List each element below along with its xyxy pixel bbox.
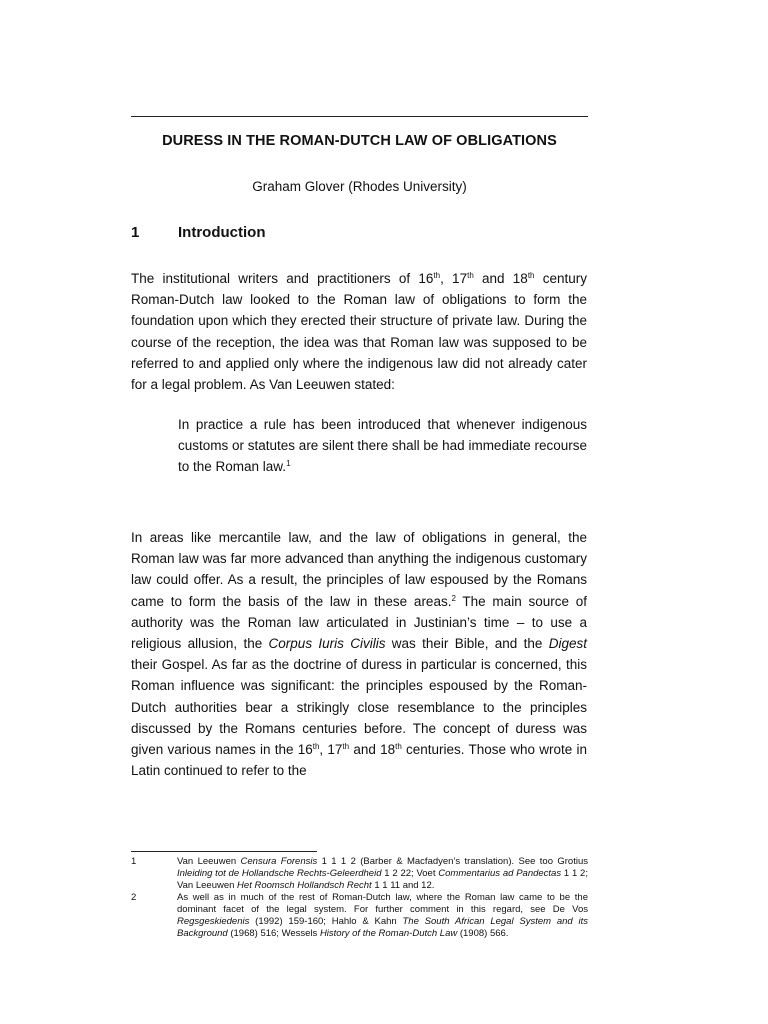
quote-text: In practice a rule has been introduced that whenever indigenous customs or statutes are silent there shall be had immediate recourse to the Roman law. <box>178 417 587 475</box>
text-run: and 18 <box>473 271 528 286</box>
footnote-2 <box>131 892 588 940</box>
text-run: was their Bible, and the <box>385 636 549 652</box>
footnote-1 <box>131 856 588 892</box>
superscript: th <box>312 742 320 752</box>
superscript: th <box>395 742 402 752</box>
footnote-ref-1[interactable]: 1 <box>286 459 291 469</box>
text-run: As well as in much of the rest of Roman-Dutch law, where the Roman law came to be the dominant facet of the legal system. For further comment in this regard, see De Vos <box>177 892 588 915</box>
footnote-rule <box>131 851 317 852</box>
text-run: 1 1 2; Van Leeuwen <box>177 868 588 891</box>
text-run: The institutional writers and practitioners of 16 <box>131 271 434 286</box>
footnote-ref-2[interactable]: 2 <box>451 593 456 603</box>
footnote-text <box>177 856 588 892</box>
footnote-text <box>177 892 588 940</box>
text-run: (1908) 566. <box>457 928 509 939</box>
text-run: 1 1 11 and 12. <box>371 880 435 891</box>
paragraph-1 <box>131 268 587 395</box>
text-run: , 17 <box>440 271 468 286</box>
text-run: (1968) 516; Wessels <box>227 928 320 939</box>
italic-title: Het Roomsch Hollandsch Recht <box>237 880 372 891</box>
superscript: th <box>342 742 350 752</box>
text-run: 1 1 1 2 (Barber & Macfadyen’s translation). See too Grotius <box>317 856 588 867</box>
italic-title: Inleiding tot de Hollandsche Rechts-Geleerdheid <box>177 868 382 879</box>
italic-title: Commentarius ad Pandectas <box>438 868 562 879</box>
section-title: Introduction <box>178 224 266 241</box>
superscript: th <box>527 271 535 280</box>
text-run: In areas like mercantile law, and the law of obligations in general, the Roman law was far more advanced than anything the indigenous customary law could offer. As a result, the principles of law espoused by the Romans came to form the basis of the law in these areas. <box>131 530 587 609</box>
text-run: their Gospel. As far as the doctrine of duress in particular is concerned, this Roman influence was significant: the principles espoused by the Roman-Dutch authorities bear a strikingly close resemblance to the principles discussed by the Romans centuries before. The concept of duress was given various names in the 16 <box>131 657 587 758</box>
italic-title: Regsgeskiedenis <box>177 916 250 927</box>
text-run: 1 2 22; Voet <box>381 868 439 879</box>
text-run: The main source of authority was the Roman law articulated in Justinian’s time – to use a religious allusion, the <box>131 593 587 652</box>
text-run: century Roman-Dutch law looked to the Roman law of obligations to form the foundation upon which they erected their structure of private law. During the course of the reception, the idea was that Roman law was supposed to be referred to and applied only where the indigenous law did not already cater for a legal problem. As Van Leeuwen stated: <box>131 271 588 393</box>
italic-title: History of the Roman-Dutch Law <box>319 928 458 939</box>
block-quote <box>178 414 587 478</box>
paragraph-2 <box>131 527 587 781</box>
header-rule <box>131 116 588 117</box>
text-run: (1992) 159-160; Hahlo & Kahn <box>249 916 403 927</box>
superscript: th <box>433 271 441 280</box>
italic-term: Corpus Iuris Civilis <box>268 636 386 652</box>
section-number: 1 <box>131 224 140 241</box>
footnote-number: 2 <box>131 892 137 903</box>
author-line: Graham Glover (Rhodes University) <box>252 179 467 194</box>
section-heading <box>131 224 265 241</box>
italic-title: The South African Legal System and its Background <box>177 916 588 939</box>
italic-term: Digest <box>548 636 587 652</box>
superscript: th <box>467 271 474 280</box>
text-run: and 18 <box>349 742 396 758</box>
text-run: Van Leeuwen <box>177 856 241 867</box>
text-run: centuries. Those who wrote in Latin continued to refer to the <box>131 742 587 779</box>
text-run: , 17 <box>319 742 343 758</box>
paper-title: DURESS IN THE ROMAN-DUTCH LAW OF OBLIGATIONS <box>162 133 557 149</box>
italic-title: Censura Forensis <box>240 856 318 867</box>
footnote-number: 1 <box>131 856 137 867</box>
